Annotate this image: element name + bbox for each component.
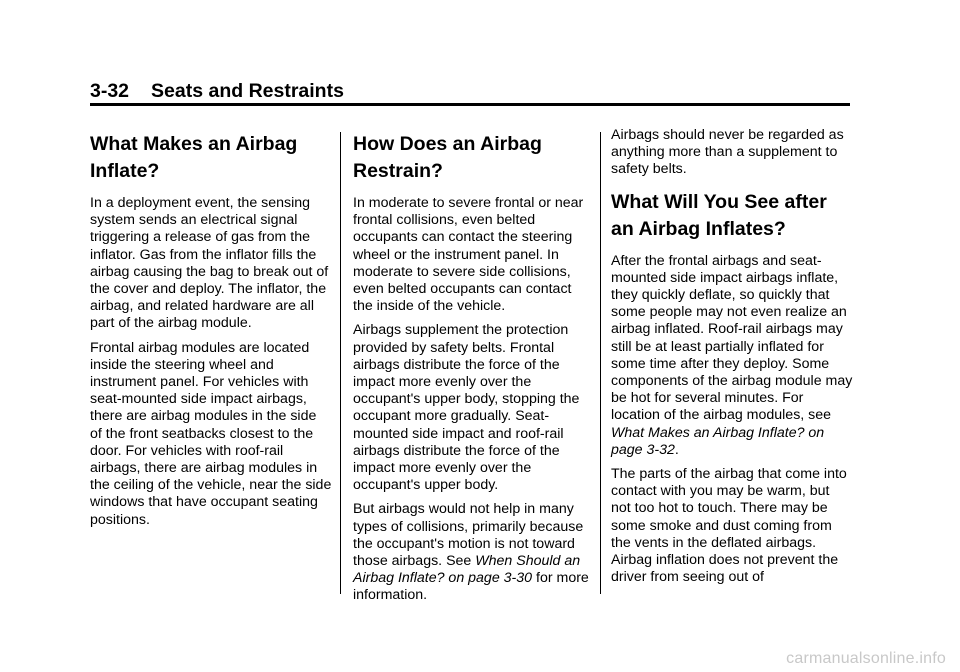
paragraph-text: After the frontal airbags and seat-mounted side impact airbags inflate, they quickly deflate, so quickly that some people may not even realize an airbag inflated. Roof-rail airbags may still be at least partially inflated for some time after they deploy. Some components of the airbag module may be hot for several minutes. For location of the airbag modules, see (611, 252, 853, 424)
paragraph: Airbags should never be regarded as anything more than a supplement to safety belts. (611, 127, 844, 178)
heading-what-will-you-see: What Will You See after an Airbag Inflates? (611, 190, 827, 240)
watermark: carmanualsonline.info (786, 650, 946, 667)
paragraph-text: for more information. (353, 570, 589, 604)
paragraph: Frontal airbag modules are located inside the steering wheel and instrument panel. For vehicles with seat-mounted side impact airbags, there are airbag modules in the side of the front seatbacks closest to the door. For vehicles with roof-rail airbags, there are airbag modules in the ceiling of the vehicle, near the side windows that have occupant seating positions. (90, 339, 332, 528)
paragraph (611, 253, 853, 459)
paragraph: In a deployment event, the sensing system sends an electrical signal triggering a release of gas from the inflator. Gas from the inflator fills the airbag causing the bag to break out of the cover and deploy. The inflator, the airbag, and related hardware are all part of the airbag module. (90, 195, 329, 332)
paragraph: The parts of the airbag that come into contact with you may be warm, but not too hot to touch. There may be some smoke and dust coming from the vents in the deflated airbags. Airbag inflation does not prevent the driver from seeing out of (611, 466, 847, 586)
cross-reference-link[interactable]: When Should an Airbag Inflate? on page 3-30 (353, 553, 581, 587)
paragraph-text: . (674, 441, 679, 458)
page-header (90, 80, 344, 103)
column-divider (600, 132, 601, 594)
cross-reference-link[interactable]: What Makes an Airbag Inflate? on page 3-32 (611, 424, 825, 458)
paragraph (353, 501, 595, 604)
heading-how-does-airbag-restrain: How Does an Airbag Restrain? (353, 133, 542, 182)
heading-what-makes-airbag-inflate: What Makes an Airbag Inflate? (90, 133, 298, 182)
page-number: 3-32 (90, 80, 130, 102)
paragraph: In moderate to severe frontal or near frontal collisions, even belted occupants can contact the steering wheel or the instrument panel. In moderate to severe side collisions, even belted occupants can contact the inside of the vehicle. (353, 195, 584, 315)
column-divider (340, 132, 341, 594)
paragraph-text: But airbags would not help in many types of collisions, primarily because the occupant's motion is not toward those airbags. See (353, 501, 584, 570)
section-title: Seats and Restraints (151, 80, 344, 102)
paragraph: Airbags supplement the protection provided by safety belts. Frontal airbags distribute the force of the impact more evenly over the occupant's upper body, stopping the occupant more gradually. Seat-mounted side impact and roof-rail airbags distribute the force of the impact more evenly over the occupant's upper body. (353, 322, 580, 494)
column-1 (90, 125, 332, 536)
header-rule (90, 103, 850, 106)
column-2 (353, 125, 595, 612)
column-3 (611, 125, 853, 593)
